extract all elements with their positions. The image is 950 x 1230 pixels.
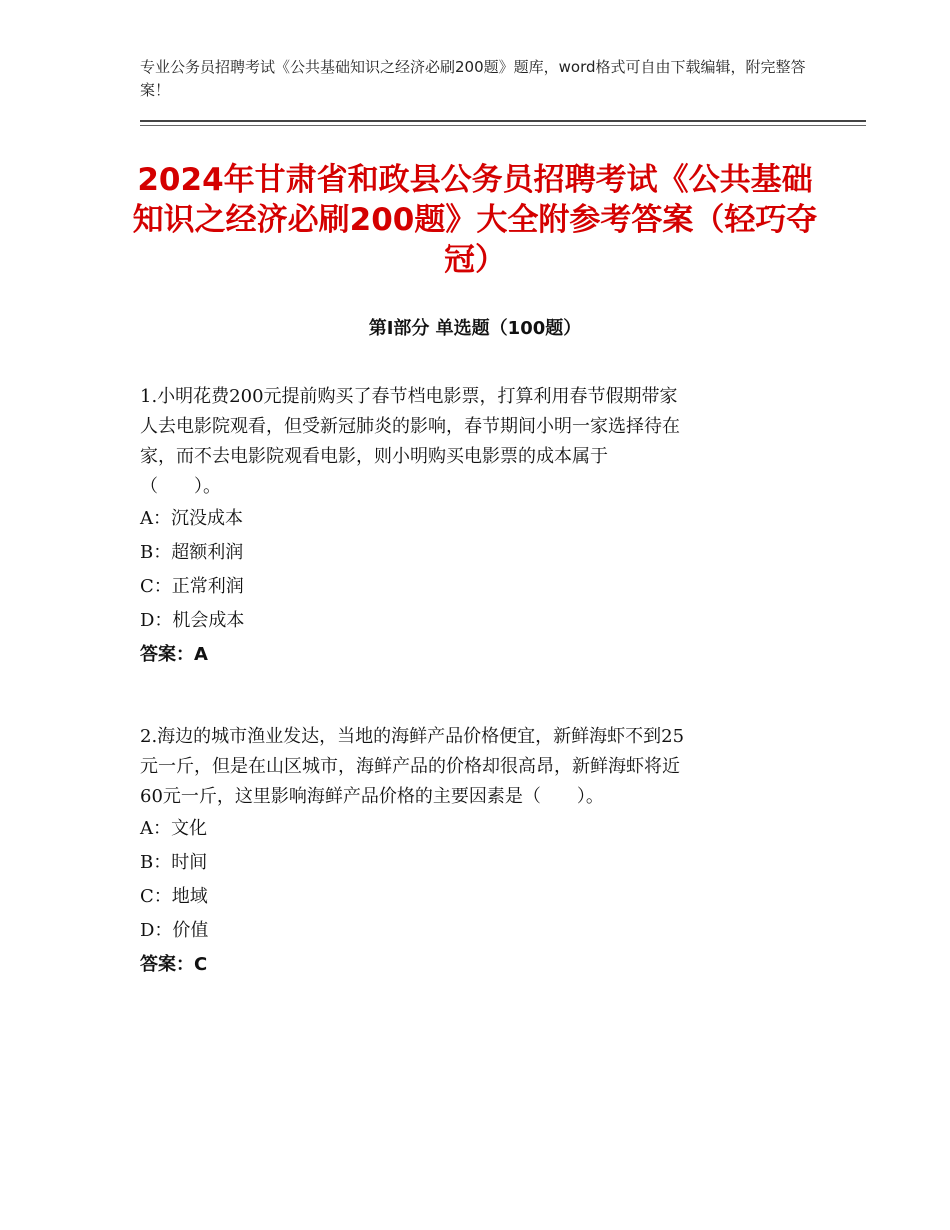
- option-c: C：地域: [140, 886, 208, 907]
- option-d: D：机会成本: [140, 610, 245, 631]
- question-1: [140, 382, 810, 672]
- question-stem-line: 1.小明花费200元提前购买了春节档电影票，打算利用春节假期带家: [140, 386, 678, 407]
- option-d: D：价值: [140, 920, 209, 941]
- question-stem-line: 2.海边的城市渔业发达，当地的海鲜产品价格便宜，新鲜海虾不到25: [140, 726, 685, 747]
- section-heading: 第Ⅰ部分 单选题（100题）: [368, 318, 582, 339]
- question-stem-line: 家，而不去电影院观看电影，则小明购买电影票的成本属于: [140, 446, 608, 467]
- question-2: [140, 722, 810, 982]
- question-stem-line: 60元一斤，这里影响海鲜产品价格的主要因素是（ ）。: [140, 786, 604, 807]
- question-stem-line: （ ）。: [140, 476, 221, 497]
- option-b: B：超额利润: [140, 542, 244, 563]
- header-note: 专业公务员招聘考试《公共基础知识之经济必刷200题》题库，word格式可自由下载编辑，附完整答案！: [140, 58, 806, 99]
- option-b: B：时间: [140, 852, 208, 873]
- header-rule-thin: [140, 125, 866, 126]
- option-c: C：正常利润: [140, 576, 244, 597]
- question-stem-line: 人去电影院观看，但受新冠肺炎的影响，春节期间小明一家选择待在: [140, 416, 680, 437]
- option-a: A：文化: [140, 818, 207, 839]
- option-a: A：沉没成本: [140, 508, 243, 529]
- question-stem-line: 元一斤，但是在山区城市，海鲜产品的价格却很高昂，新鲜海虾将近: [140, 756, 680, 777]
- header-rule: [140, 120, 866, 122]
- answer: 答案：A: [140, 644, 208, 665]
- answer: 答案：C: [140, 954, 208, 975]
- document-title: 2024年甘肃省和政县公务员招聘考试《公共基础知识之经济必刷200题》大全附参考答案（轻巧夺冠）: [132, 162, 818, 278]
